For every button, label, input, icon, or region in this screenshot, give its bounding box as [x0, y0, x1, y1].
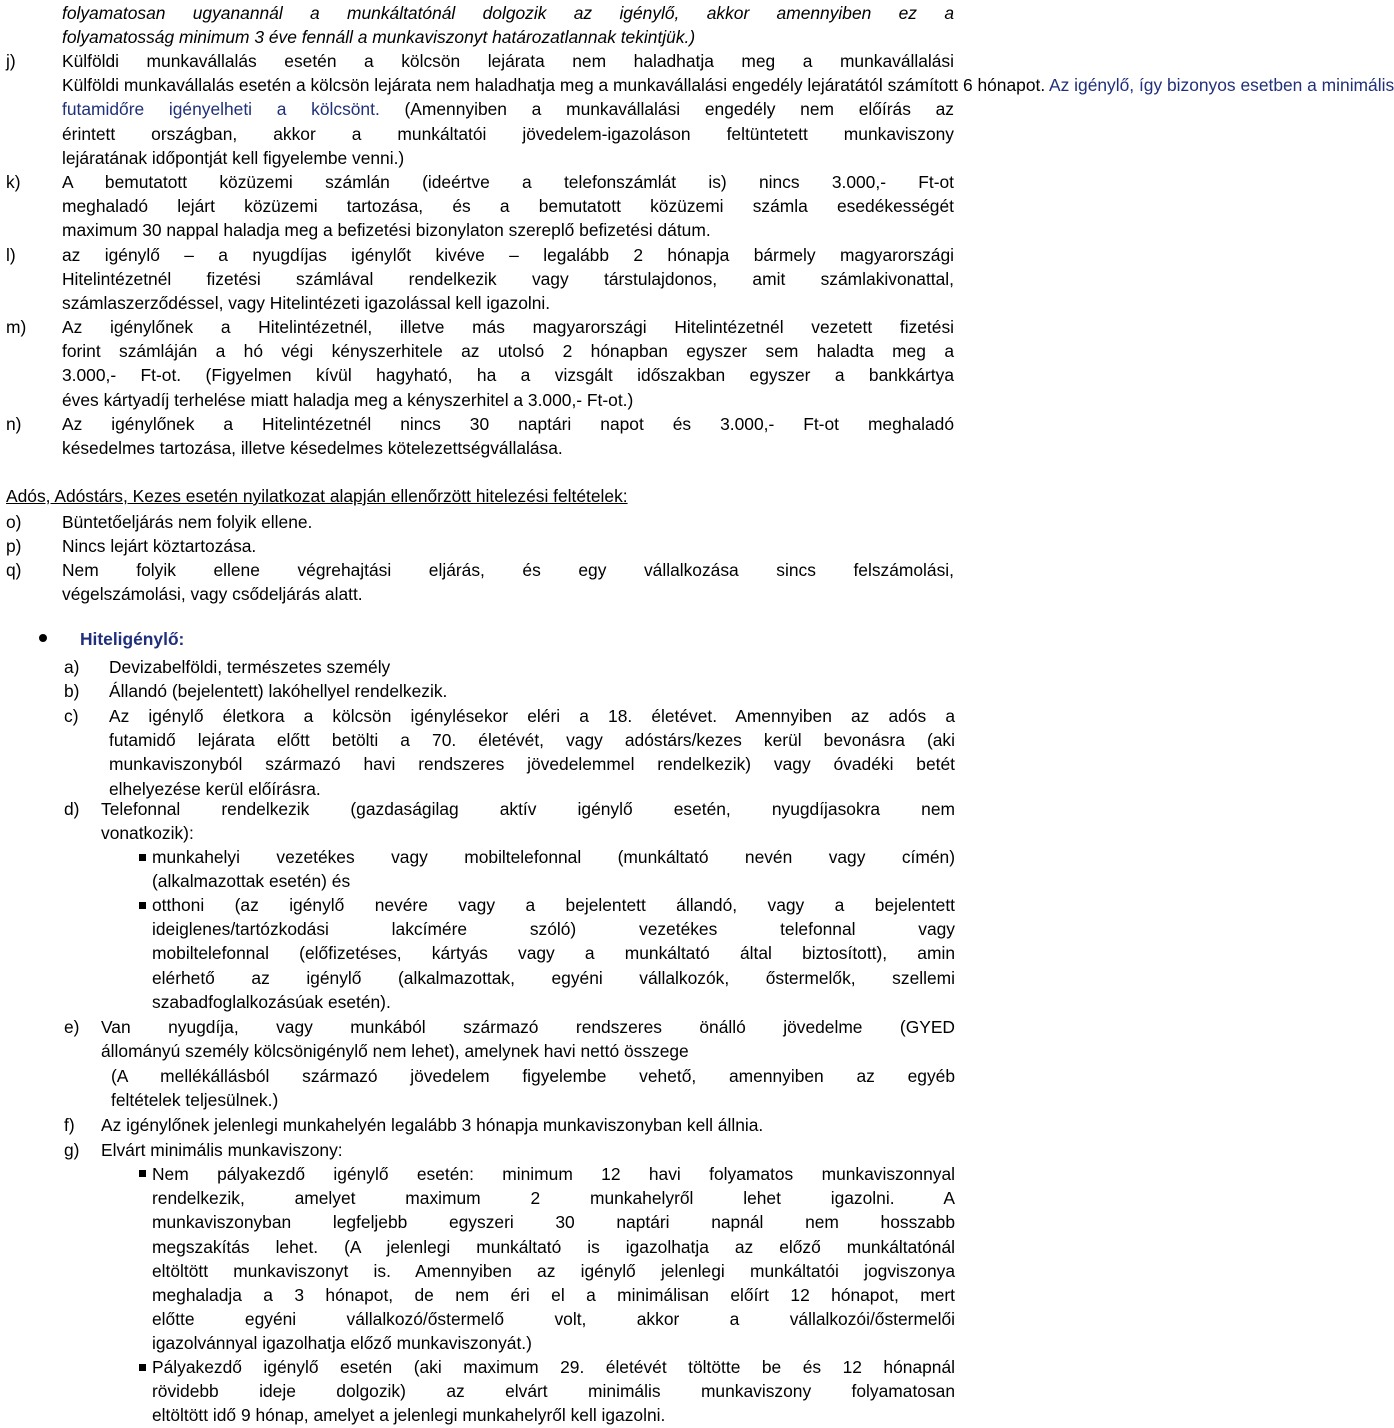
item-f — [101, 1113, 955, 1137]
square-bullet-icon — [139, 902, 146, 909]
item-n-line: késedelmes tartozása, illetve késedelmes kötelezettségvállalása. — [62, 438, 563, 459]
item-l — [62, 243, 954, 316]
item-j-line: Külföldi munkavállalás esetén a kölcsön lejárata nem haladhatja meg a munkavállalási — [62, 51, 954, 71]
item-e-line: Van nyugdíja, vagy munkából származó rendszeres önálló jövedelme (GYED — [101, 1017, 955, 1037]
item-l-line: az igénylő – a nyugdíjas igénylőt kivéve – legalább 2 hónapja bármely magyarországi — [62, 245, 954, 265]
g-subitem-1-line: igazolvánnyal igazolhatja előző munkaviszonyát.) — [152, 1333, 532, 1354]
item-l-line: Hitelintézetnél fizetési számlával rendelkezik vagy társtulajdonos, amit számlakivonattal, — [62, 269, 954, 290]
g-subitem-1 — [152, 1162, 955, 1356]
item-j-line-3: futamidőre igényelheti a kölcsönt. (Amennyiben a munkavállalási engedély nem előírás az — [62, 99, 954, 120]
d-subitem-1 — [152, 845, 955, 893]
item-m-line: forint számláján a hó végi kényszerhitele az utolsó 2 hónapban egyszer sem haladta meg a — [62, 341, 954, 362]
item-a — [109, 655, 955, 679]
item-c-line: futamidő lejárata előtt betölti a 70. életévét, vagy adóstárs/kezes kerül bevonásra (aki — [109, 730, 955, 751]
d-subitem-2-line: elérhető az igénylő (alkalmazottak, egyéni vállalkozók, őstermelők, szellemi — [152, 967, 955, 988]
g-subitem-1-line: meghaladja a 3 hónapot, de nem éri el a minimálisan előírt 12 hónapot, mert — [152, 1284, 955, 1305]
item-e-line: állományú személy kölcsönigénylő nem lehet), amelynek havi nettó összege — [101, 1041, 689, 1062]
item-k-line: A bemutatott közüzemi számlán (ideértve a telefonszámlát is) nincs 3.000,- Ft-ot — [62, 172, 954, 192]
item-e-note-line: feltételek teljesülnek.) — [111, 1090, 279, 1111]
item-j-line: lejáratának időpontját kell figyelembe venni.) — [62, 147, 405, 168]
g-subitem-2 — [152, 1355, 955, 1428]
item-b-line: Állandó (bejelentett) lakóhellyel rendelkezik. — [109, 681, 448, 701]
section-heading: Adós, Adóstárs, Kezes esetén nyilatkozat alapján ellenőrzött hitelezési feltételek: — [6, 486, 628, 506]
item-letter-n: n) — [6, 414, 22, 434]
d-subitem-1-line: munkahelyi vezetékes vagy mobiltelefonnal (munkáltató nevén vagy címén) — [152, 847, 955, 867]
item-p-line: Nincs lejárt köztartozása. — [62, 536, 257, 556]
item-b — [109, 679, 955, 703]
item-j-line: érintett országban, akkor a munkáltatói jövedelem-igazoláson feltüntetett munkaviszony — [62, 123, 954, 144]
item-o-line: Büntetőeljárás nem folyik ellene. — [62, 512, 313, 532]
item-d-line: vonatkozik): — [101, 823, 194, 844]
g-subitem-1-line: előtte egyéni vállalkozó/őstermelő volt, akkor a vállalkozói/őstermelői — [152, 1309, 955, 1330]
item-f-line: Az igénylőnek jelenlegi munkahelyén legalább 3 hónapja munkaviszonyban kell állnia. — [101, 1115, 764, 1135]
item-letter-d: d) — [64, 799, 80, 819]
g-subitem-1-line: megszakítás lehet. (A jelenlegi munkáltató is igazolhatja az előző munkáltatónál — [152, 1236, 955, 1257]
item-e-note — [111, 1064, 955, 1112]
g-subitem-2-line: rövidebb ideje dolgozik) az elvárt minimális munkaviszony folyamatosan — [152, 1381, 955, 1402]
item-j — [62, 49, 1394, 170]
item-m-line: 3.000,- Ft-ot. (Figyelmen kívül hagyható, ha a vizsgált időszakban egyszer a bankkártya — [62, 365, 954, 386]
square-bullet-icon — [139, 1364, 146, 1371]
g-subitem-1-line: rendelkezik, amelyet maximum 2 munkahelyről lehet igazolni. A — [152, 1188, 955, 1209]
item-a-line: Devizabelföldi, természetes személy — [109, 657, 391, 677]
item-n-line: Az igénylőnek a Hitelintézetnél nincs 30 naptári napot és 3.000,- Ft-ot meghaladó — [62, 414, 954, 434]
item-c-line: Az igénylő életkora a kölcsön igénylésekor eléri a 18. életévet. Amennyiben az adós a — [109, 706, 955, 726]
item-o — [62, 510, 954, 534]
item-q-line: végelszámolási, vagy csődeljárás alatt. — [62, 584, 363, 605]
square-bullet-icon — [139, 1170, 146, 1177]
item-g-line: Elvárt minimális munkaviszony: — [101, 1140, 343, 1160]
g-subitem-1-line: Nem pályakezdő igénylő esetén: minimum 12 havi folyamatos munkaviszonnyal — [152, 1164, 955, 1184]
g-subitem-2-line: Pályakezdő igénylő esetén (aki maximum 29. életévét töltötte be és 12 hónapnál — [152, 1357, 955, 1377]
item-k-line: meghaladó lejárt közüzemi tartozása, és a bemutatott közüzemi számla esedékességét — [62, 196, 954, 217]
item-letter-j: j) — [6, 51, 16, 71]
item-letter-l: l) — [6, 245, 16, 265]
item-j-note-end: futamidőre igényelheti a kölcsönt. — [62, 99, 380, 120]
d-subitem-1-line: (alkalmazottak esetén) és — [152, 871, 351, 892]
item-g — [101, 1138, 955, 1162]
item-e — [101, 1015, 955, 1063]
square-bullet-icon — [139, 854, 146, 861]
item-letter-c: c) — [64, 706, 79, 726]
d-subitem-2 — [152, 893, 955, 1014]
item-m-line: Az igénylőnek a Hitelintézetnél, illetve más magyarországi Hitelintézetnél vezetett fizetési — [62, 317, 954, 337]
item-c-line: elhelyezése kerül előírásra. — [109, 778, 321, 799]
item-m-line: éves kártyadíj terhelése miatt haladja meg a kényszerhitel a 3.000,- Ft-ot.) — [62, 389, 634, 410]
item-letter-e: e) — [64, 1017, 80, 1037]
item-letter-p: p) — [6, 536, 22, 556]
item-n — [62, 412, 954, 460]
bullet-icon — [39, 634, 47, 642]
item-c — [109, 704, 955, 801]
item-letter-b: b) — [64, 681, 80, 701]
item-m — [62, 315, 954, 412]
item-letter-m: m) — [6, 317, 27, 337]
d-subitem-2-line: szabadfoglalkozásúak esetén). — [152, 991, 391, 1012]
item-l-line: számlaszerződéssel, vagy Hitelintézeti igazolással kell igazolni. — [62, 293, 551, 314]
item-d-line: Telefonnal rendelkezik (gazdaságilag aktív igénylő esetén, nyugdíjasokra nem — [101, 799, 955, 819]
intro-line: folyamatosság minimum 3 éve fennáll a munkaviszonyt határozatlannak tekintjük.) — [62, 27, 696, 48]
item-letter-q: q) — [6, 560, 22, 580]
g-subitem-1-line: munkaviszonyban legfeljebb egyszeri 30 naptári napnál nem hosszabb — [152, 1212, 955, 1233]
intro-paragraph — [62, 1, 954, 49]
g-subitem-2-line: eltöltött idő 9 hónap, amelyet a jelenlegi munkahelyről kell igazolni. — [152, 1405, 666, 1426]
d-subitem-2-line: mobiltelefonnal (előfizetéses, kártyás vagy a munkáltató által biztosított), amin — [152, 943, 955, 964]
d-subitem-2-line: ideiglenes/tartózkodási lakcímére szóló) vezetékes telefonnal vagy — [152, 919, 955, 940]
g-subitem-1-line: eltöltött munkaviszonyt is. Amennyiben az igénylő jelenlegi munkáltatói jogviszonya — [152, 1260, 955, 1281]
item-e-note-line: (A mellékállásból származó jövedelem figyelembe vehető, amennyiben az egyéb — [111, 1066, 955, 1086]
item-q-line: Nem folyik ellene végrehajtási eljárás, és egy vállalkozása sincs felszámolási, — [62, 560, 954, 580]
item-letter-g: g) — [64, 1140, 80, 1160]
item-letter-a: a) — [64, 657, 80, 677]
item-q — [62, 558, 954, 606]
item-j-line-2 — [62, 73, 1394, 97]
item-j-note-start: Az igénylő, így bizonyos esetben a minimális — [1049, 75, 1394, 96]
item-d — [101, 797, 955, 845]
item-j-text-a: Külföldi munkavállalás esetén a kölcsön lejárata nem haladhatja meg a munkavállalási engedély lejáratától számított 6 hónapot. — [62, 75, 1046, 96]
item-p — [62, 534, 954, 558]
item-letter-k: k) — [6, 172, 21, 192]
item-k — [62, 170, 954, 243]
item-c-line: munkaviszonyból származó havi rendszeres jövedelemmel rendelkezik) vagy óvadéki betét — [109, 754, 955, 775]
item-letter-f: f) — [64, 1115, 75, 1135]
intro-line: folyamatosan ugyanannál a munkáltatónál dolgozik az igénylő, akkor amennyiben ez a — [62, 3, 954, 23]
item-k-line: maximum 30 nappal haladja meg a befizetési bizonylaton szereplő befizetési dátum. — [62, 220, 711, 241]
hiteligenylo-title: Hiteligénylő: — [80, 629, 185, 649]
item-letter-o: o) — [6, 512, 22, 532]
d-subitem-2-line: otthoni (az igénylő nevére vagy a bejelentett állandó, vagy a bejelentett — [152, 895, 955, 915]
